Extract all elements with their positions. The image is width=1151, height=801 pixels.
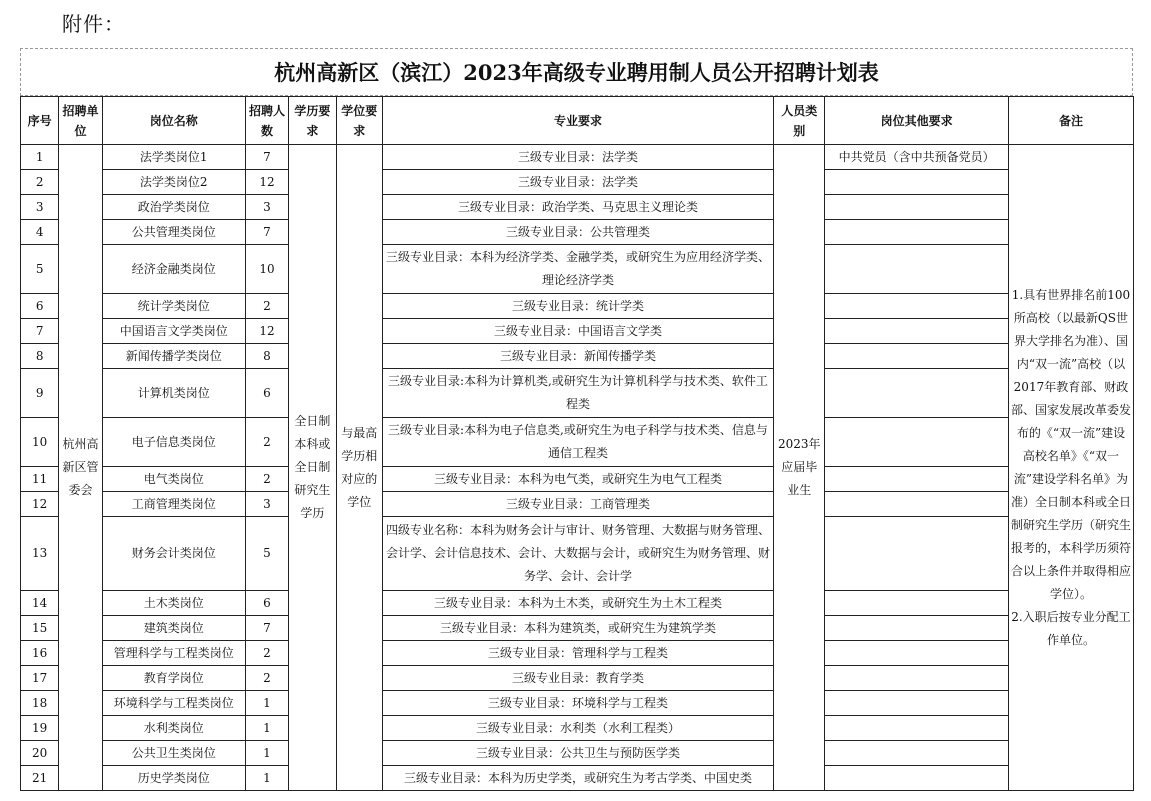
seq-cell: 8 xyxy=(21,344,59,369)
table-row xyxy=(21,741,1134,766)
attachment-label: 附件： xyxy=(62,12,125,36)
other-req-cell xyxy=(825,418,1008,467)
other-req-cell xyxy=(825,344,1008,369)
count-cell: 6 xyxy=(245,369,288,418)
major-cell: 三级专业目录：中国语言文学类 xyxy=(382,319,773,344)
seq-cell: 21 xyxy=(21,766,59,791)
seq-cell: 5 xyxy=(21,245,59,294)
other-req-cell xyxy=(825,369,1008,418)
other-req-cell xyxy=(825,467,1008,492)
major-cell: 三级专业目录：本科为历史学类，或研究生为考古学类、中国史类 xyxy=(382,766,773,791)
position-cell: 新闻传播学类岗位 xyxy=(102,344,245,369)
major-cell: 三级专业目录：统计学类 xyxy=(382,294,773,319)
table-row xyxy=(21,517,1134,591)
table-row xyxy=(21,220,1134,245)
seq-cell: 1 xyxy=(21,145,59,170)
header-row xyxy=(21,97,1134,145)
position-cell: 中国语言文学类岗位 xyxy=(102,319,245,344)
position-cell: 计算机类岗位 xyxy=(102,369,245,418)
position-cell: 环境科学与工程类岗位 xyxy=(102,691,245,716)
header-degree: 学位要求 xyxy=(336,97,382,145)
table-row xyxy=(21,145,1134,170)
table-row xyxy=(21,369,1134,418)
seq-cell: 4 xyxy=(21,220,59,245)
count-cell: 5 xyxy=(245,517,288,591)
position-cell: 法学类岗位2 xyxy=(102,170,245,195)
count-cell: 3 xyxy=(245,195,288,220)
count-cell: 7 xyxy=(245,145,288,170)
table-row xyxy=(21,294,1134,319)
major-cell: 三级专业目录：水利类（水利工程类） xyxy=(382,716,773,741)
other-req-cell xyxy=(825,170,1008,195)
count-cell: 6 xyxy=(245,591,288,616)
table-row xyxy=(21,616,1134,641)
major-cell: 三级专业目录：公共管理类 xyxy=(382,220,773,245)
header-count: 招聘人数 xyxy=(245,97,288,145)
count-cell: 8 xyxy=(245,344,288,369)
other-req-cell xyxy=(825,245,1008,294)
seq-cell: 6 xyxy=(21,294,59,319)
table-row xyxy=(21,195,1134,220)
major-cell: 三级专业目录：管理科学与工程类 xyxy=(382,641,773,666)
table-title: 杭州高新区（滨江）2023年高级专业聘用制人员公开招聘计划表 xyxy=(20,48,1133,96)
header-seq: 序号 xyxy=(21,97,59,145)
count-cell: 2 xyxy=(245,641,288,666)
other-req-cell xyxy=(825,220,1008,245)
other-req-cell xyxy=(825,195,1008,220)
seq-cell: 15 xyxy=(21,616,59,641)
position-cell: 水利类岗位 xyxy=(102,716,245,741)
table-row xyxy=(21,641,1134,666)
header-major: 专业要求 xyxy=(382,97,773,145)
header-unit: 招聘单位 xyxy=(59,97,102,145)
table-row xyxy=(21,245,1134,294)
seq-cell: 13 xyxy=(21,517,59,591)
seq-cell: 17 xyxy=(21,666,59,691)
header-category: 人员类别 xyxy=(774,97,825,145)
major-cell: 三级专业目录:本科为电子信息类,或研究生为电子科学与技术类、信息与通信工程类 xyxy=(382,418,773,467)
count-cell: 1 xyxy=(245,716,288,741)
header-other: 岗位其他要求 xyxy=(825,97,1008,145)
position-cell: 公共管理类岗位 xyxy=(102,220,245,245)
position-cell: 电子信息类岗位 xyxy=(102,418,245,467)
major-cell: 三级专业目录：工商管理类 xyxy=(382,492,773,517)
unit-cell: 杭州高新区管委会 xyxy=(59,145,102,791)
major-cell: 三级专业目录：新闻传播学类 xyxy=(382,344,773,369)
position-cell: 电气类岗位 xyxy=(102,467,245,492)
count-cell: 1 xyxy=(245,691,288,716)
table-row xyxy=(21,170,1134,195)
seq-cell: 2 xyxy=(21,170,59,195)
position-cell: 土木类岗位 xyxy=(102,591,245,616)
other-req-cell xyxy=(825,591,1008,616)
header-edu: 学历要求 xyxy=(289,97,336,145)
degree-cell: 与最高学历相对应的学位 xyxy=(336,145,382,791)
seq-cell: 14 xyxy=(21,591,59,616)
other-req-cell xyxy=(825,741,1008,766)
recruitment-plan-table xyxy=(20,96,1134,791)
position-cell: 法学类岗位1 xyxy=(102,145,245,170)
other-req-cell xyxy=(825,691,1008,716)
position-cell: 经济金融类岗位 xyxy=(102,245,245,294)
count-cell: 12 xyxy=(245,170,288,195)
major-cell: 四级专业名称：本科为财务会计与审计、财务管理、大数据与财务管理、会计学、会计信息技术、会计、大数据与会计，或研究生为财务管理、财务学、会计、会计学 xyxy=(382,517,773,591)
count-cell: 10 xyxy=(245,245,288,294)
major-cell: 三级专业目录：本科为土木类，或研究生为土木工程类 xyxy=(382,591,773,616)
position-cell: 公共卫生类岗位 xyxy=(102,741,245,766)
other-req-cell xyxy=(825,641,1008,666)
major-cell: 三级专业目录：法学类 xyxy=(382,170,773,195)
position-cell: 财务会计类岗位 xyxy=(102,517,245,591)
count-cell: 12 xyxy=(245,319,288,344)
position-cell: 管理科学与工程类岗位 xyxy=(102,641,245,666)
position-cell: 建筑类岗位 xyxy=(102,616,245,641)
header-position: 岗位名称 xyxy=(102,97,245,145)
major-cell: 三级专业目录：法学类 xyxy=(382,145,773,170)
count-cell: 2 xyxy=(245,294,288,319)
count-cell: 3 xyxy=(245,492,288,517)
table-row xyxy=(21,418,1134,467)
major-cell: 三级专业目录：本科为电气类，或研究生为电气工程类 xyxy=(382,467,773,492)
position-cell: 统计学类岗位 xyxy=(102,294,245,319)
count-cell: 2 xyxy=(245,418,288,467)
table-row xyxy=(21,591,1134,616)
seq-cell: 11 xyxy=(21,467,59,492)
other-req-cell xyxy=(825,319,1008,344)
seq-cell: 7 xyxy=(21,319,59,344)
seq-cell: 12 xyxy=(21,492,59,517)
count-cell: 1 xyxy=(245,766,288,791)
major-cell: 三级专业目录：本科为经济学类、金融学类，或研究生为应用经济学类、理论经济学类 xyxy=(382,245,773,294)
table-row xyxy=(21,344,1134,369)
major-cell: 三级专业目录：公共卫生与预防医学类 xyxy=(382,741,773,766)
table-row xyxy=(21,467,1134,492)
seq-cell: 9 xyxy=(21,369,59,418)
education-cell: 全日制本科或全日制研究生学历 xyxy=(289,145,336,791)
major-cell: 三级专业目录：政治学类、马克思主义理论类 xyxy=(382,195,773,220)
table-row xyxy=(21,492,1134,517)
position-cell: 历史学类岗位 xyxy=(102,766,245,791)
other-req-cell xyxy=(825,492,1008,517)
count-cell: 1 xyxy=(245,741,288,766)
table-row xyxy=(21,319,1134,344)
table-row xyxy=(21,766,1134,791)
table-row xyxy=(21,666,1134,691)
seq-cell: 19 xyxy=(21,716,59,741)
seq-cell: 3 xyxy=(21,195,59,220)
other-req-cell xyxy=(825,766,1008,791)
seq-cell: 10 xyxy=(21,418,59,467)
table-row xyxy=(21,716,1134,741)
category-cell: 2023年应届毕业生 xyxy=(774,145,825,791)
major-cell: 三级专业目录：环境科学与工程类 xyxy=(382,691,773,716)
seq-cell: 20 xyxy=(21,741,59,766)
other-req-cell xyxy=(825,294,1008,319)
other-req-cell xyxy=(825,616,1008,641)
major-cell: 三级专业目录:本科为计算机类,或研究生为计算机科学与技术类、软件工程类 xyxy=(382,369,773,418)
table-row xyxy=(21,691,1134,716)
position-cell: 教育学岗位 xyxy=(102,666,245,691)
count-cell: 7 xyxy=(245,220,288,245)
major-cell: 三级专业目录：教育学类 xyxy=(382,666,773,691)
count-cell: 2 xyxy=(245,666,288,691)
other-req-cell: 中共党员（含中共预备党员） xyxy=(825,145,1008,170)
major-cell: 三级专业目录：本科为建筑类，或研究生为建筑学类 xyxy=(382,616,773,641)
other-req-cell xyxy=(825,716,1008,741)
other-req-cell xyxy=(825,666,1008,691)
position-cell: 工商管理类岗位 xyxy=(102,492,245,517)
other-req-cell xyxy=(825,517,1008,591)
seq-cell: 18 xyxy=(21,691,59,716)
note-cell: 1.具有世界排名前100所高校（以最新QS世界大学排名为准）、国内“双一流”高校（以2017年教育部、财政部、国家发展改革委发布的《“双一流”建设高校名单》《“双一流”建设学科名单》为准）全日制本科或全日制研究生学历（研究生报考的，本科学历须符合以上条件并取得相应学位）。 2.入职后按专业分配工作单位。 xyxy=(1008,145,1133,791)
count-cell: 2 xyxy=(245,467,288,492)
count-cell: 7 xyxy=(245,616,288,641)
seq-cell: 16 xyxy=(21,641,59,666)
header-note: 备注 xyxy=(1008,97,1133,145)
position-cell: 政治学类岗位 xyxy=(102,195,245,220)
